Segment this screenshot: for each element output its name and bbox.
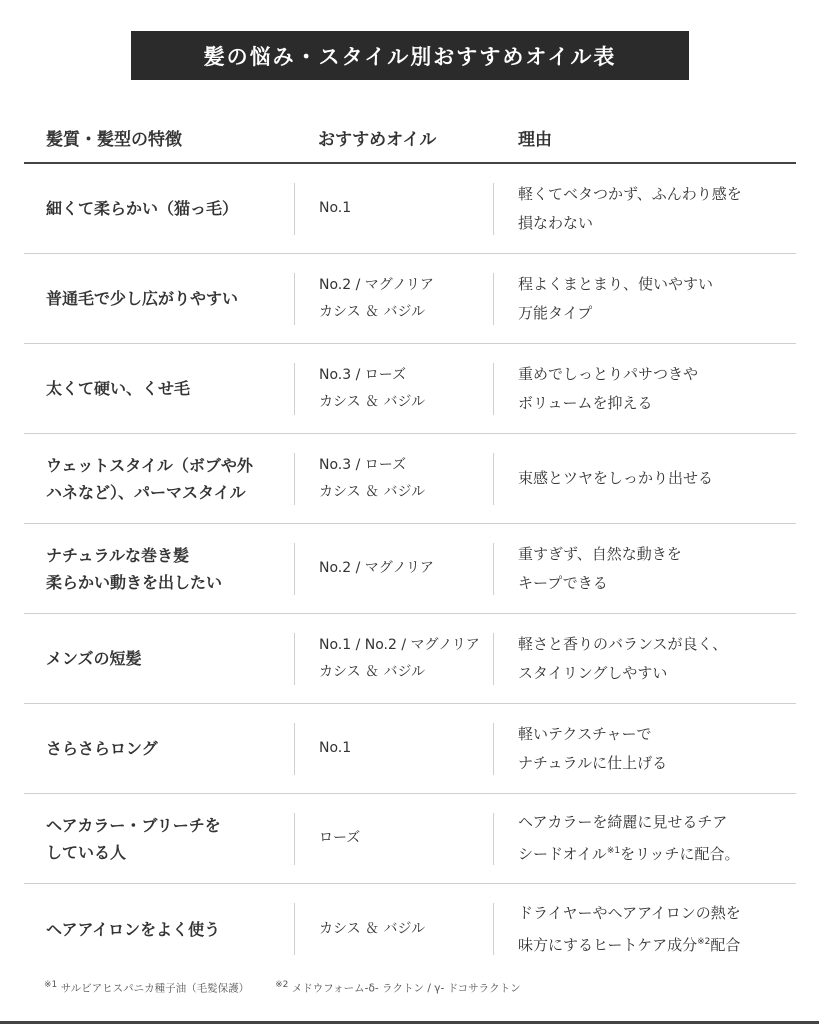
feature-cell: さらさらロング bbox=[46, 739, 158, 758]
footnote-2 bbox=[275, 980, 521, 996]
reason-cell bbox=[494, 808, 796, 869]
feature-cell: メンズの短髪 bbox=[46, 649, 142, 668]
reason-cell: 程よくまとまり、使いやすい 万能タイプ bbox=[518, 274, 714, 322]
table-row bbox=[24, 614, 796, 704]
table-row bbox=[24, 704, 796, 794]
reason-cell: 重すぎず、自然な動きを キープできる bbox=[518, 544, 682, 592]
table-row bbox=[24, 344, 796, 434]
page-title: 髪の悩み・スタイル別おすすめオイル表 bbox=[131, 31, 689, 80]
reason-cell: 軽さと香りのバランスが良く、 スタイリングしやすい bbox=[518, 634, 728, 682]
oil-cell: カシス ＆ バジル bbox=[294, 903, 494, 955]
table-row bbox=[24, 254, 796, 344]
footnote-1 bbox=[44, 980, 249, 996]
table-row bbox=[24, 434, 796, 524]
table-row bbox=[24, 164, 796, 254]
oil-cell: No.1 bbox=[294, 723, 494, 775]
feature-cell: ナチュラルな巻き髪 柔らかい動きを出したい bbox=[46, 545, 223, 592]
oil-cell: ローズ bbox=[294, 813, 494, 865]
reason-text-tail: をリッチに配合。 bbox=[620, 845, 740, 863]
feature-cell: ヘアカラー・ブリーチを している人 bbox=[46, 815, 221, 862]
footnote-mark: ※1 bbox=[606, 846, 621, 856]
footnote-text: サルビアヒスパニカ種子油（毛髪保護） bbox=[57, 982, 250, 995]
reason-cell: 重めでしっとりパサつきや ボリュームを抑える bbox=[518, 364, 699, 412]
footnote-mark: ※2 bbox=[275, 980, 289, 990]
reason-cell: 軽いテクスチャーで ナチュラルに仕上げる bbox=[518, 724, 668, 772]
feature-cell: 太くて硬い、くせ毛 bbox=[46, 379, 191, 398]
reason-text: ドライヤーやヘアアイロンの熱を 味方にするヒートケア成分 bbox=[518, 903, 741, 954]
footnote-mark: ※1 bbox=[44, 980, 58, 990]
reason-text-tail: 配合 bbox=[710, 935, 741, 954]
header-feature: 髪質・髪型の特徴 bbox=[46, 129, 182, 150]
header-oil: おすすめオイル bbox=[318, 129, 437, 150]
footnotes bbox=[44, 980, 521, 996]
reason-cell bbox=[494, 899, 796, 960]
table-row bbox=[24, 524, 796, 614]
table-row bbox=[24, 884, 796, 974]
footnote-mark: ※2 bbox=[697, 936, 711, 947]
footnote-text: メドウフォーム-δ- ラクトン / γ- ドコサラクトン bbox=[288, 982, 521, 995]
oil-cell: No.2 / マグノリア bbox=[294, 543, 494, 595]
header-reason: 理由 bbox=[518, 129, 552, 150]
table-header bbox=[24, 112, 796, 164]
feature-cell: 普通毛で少し広がりやすい bbox=[46, 289, 239, 308]
reason-cell: 束感とツヤをしっかり出せる bbox=[518, 469, 714, 487]
oil-cell: No.1 bbox=[294, 183, 494, 235]
oil-recommendation-table bbox=[24, 112, 796, 974]
feature-cell: ウェットスタイル（ボブや外 ハネなど）、パーマスタイル bbox=[46, 455, 253, 502]
oil-cell: No.3 / ローズ カシス ＆ バジル bbox=[294, 363, 494, 415]
reason-cell: 軽くてベタつかず、ふんわり感を 損なわない bbox=[518, 184, 742, 232]
feature-cell: 細くて柔らかい（猫っ毛） bbox=[46, 199, 239, 218]
feature-cell: ヘアアイロンをよく使う bbox=[46, 919, 221, 939]
oil-cell: No.2 / マグノリア カシス ＆ バジル bbox=[294, 273, 494, 325]
oil-cell: No.3 / ローズ カシス ＆ バジル bbox=[294, 453, 494, 505]
reason-text: ヘアカラーを綺麗に見せるチア シードオイル bbox=[518, 813, 728, 863]
table-row bbox=[24, 794, 796, 884]
oil-cell: No.1 / No.2 / マグノリア カシス ＆ バジル bbox=[294, 633, 494, 685]
